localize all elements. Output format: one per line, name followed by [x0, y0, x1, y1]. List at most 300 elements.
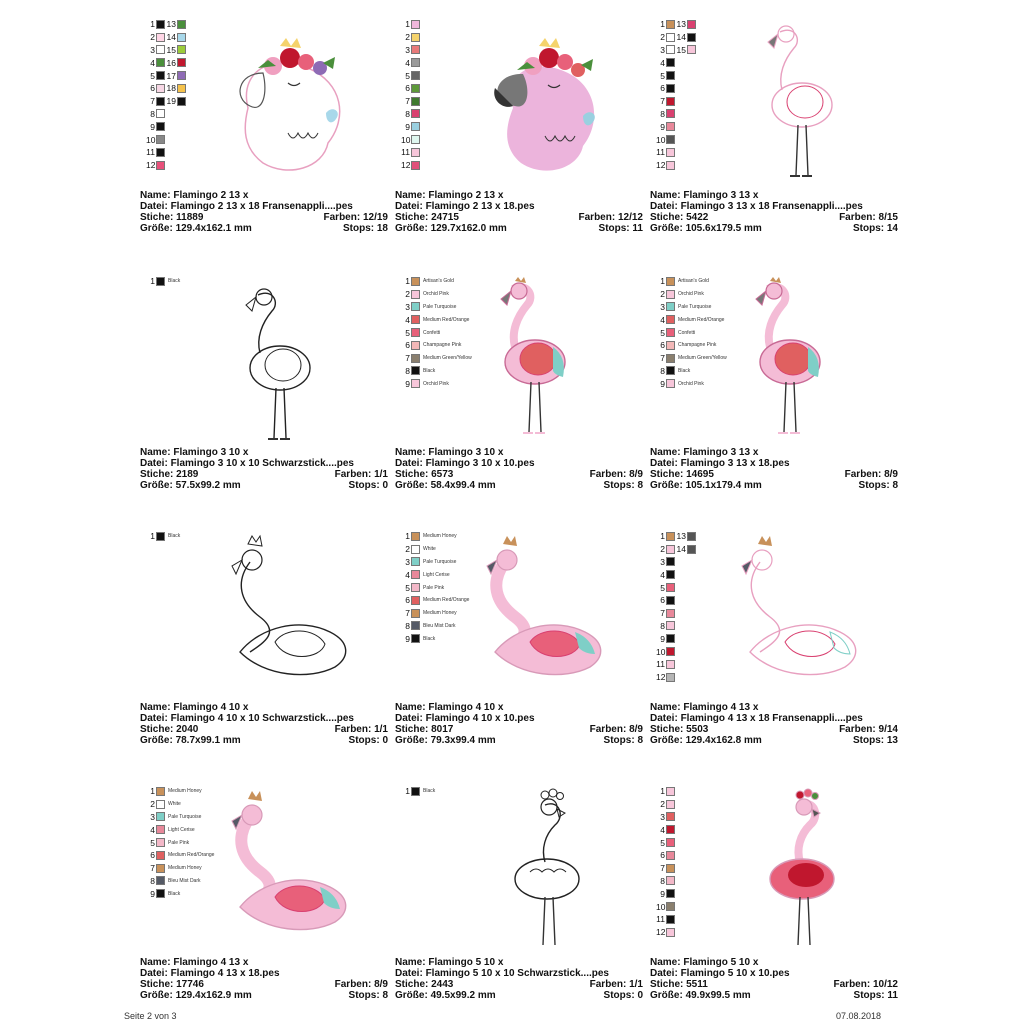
color-swatch	[411, 634, 420, 643]
colors-label: Farben:	[833, 979, 871, 990]
design-info	[140, 190, 388, 234]
color-swatch-row	[656, 862, 675, 875]
size-line	[650, 223, 898, 234]
design-name: Flamingo 5 10 x	[428, 957, 504, 968]
color-swatch	[411, 58, 420, 67]
name-label: Name:	[395, 702, 426, 713]
colors-label: Farben:	[334, 469, 372, 480]
swatch-number: 3	[660, 301, 665, 312]
color-swatch-row	[401, 31, 420, 44]
stops-label: Stops:	[348, 480, 380, 491]
color-swatch	[666, 557, 675, 566]
swatch-number: 6	[405, 340, 410, 351]
colors-label: Farben:	[589, 979, 627, 990]
file-line	[650, 201, 898, 212]
stop-count: 11	[632, 223, 643, 234]
color-swatch	[411, 20, 420, 29]
color-swatch-row	[656, 568, 696, 581]
design-info	[395, 190, 643, 234]
color-swatch	[666, 596, 675, 605]
color-swatch-row	[656, 887, 675, 900]
color-swatch-row	[656, 95, 696, 108]
name-label: Name:	[650, 190, 681, 201]
stitch-count: 8017	[431, 724, 454, 735]
swatch-number: 8	[660, 108, 665, 119]
file-name: Flamingo 2 13 x 18.pes	[425, 201, 535, 212]
stitches-label: Stiche:	[395, 212, 429, 223]
file-name: Flamingo 3 13 x 18.pes	[680, 458, 790, 469]
swatch-label: Orchid Pink	[678, 380, 704, 387]
file-label: Datei:	[650, 968, 678, 979]
swatch-number: 5	[660, 70, 665, 81]
swatch-number: 3	[660, 556, 665, 567]
color-swatch	[666, 33, 675, 42]
swatch-number: 3	[405, 301, 410, 312]
swatch-number: 1	[660, 786, 665, 797]
color-swatch	[156, 825, 165, 834]
swatch-label: Orchid Pink	[423, 380, 449, 387]
design-size: 129.7x162.0 mm	[430, 223, 507, 234]
swatch-number: 1	[150, 531, 155, 542]
color-swatch-row	[146, 146, 186, 159]
swatch-number: 1	[150, 786, 155, 797]
color-swatch	[177, 45, 186, 54]
file-name: Flamingo 5 10 x 10 Schwarzstick....pes	[425, 968, 609, 979]
colors-label: Farben:	[589, 469, 627, 480]
color-swatch-row	[401, 133, 420, 146]
swatch-number: 3	[150, 44, 155, 55]
color-swatch-row	[656, 836, 675, 849]
color-swatch-row	[401, 326, 472, 339]
stops-label: Stops:	[603, 735, 635, 746]
color-swatch	[411, 354, 420, 363]
design-card	[140, 275, 392, 527]
design-card	[140, 530, 392, 782]
swatch-number: 4	[150, 57, 155, 68]
stitch-count: 2040	[176, 724, 199, 735]
stops-label: Stops:	[852, 735, 885, 746]
stitches-line	[140, 212, 388, 223]
swatch-label: Black	[423, 788, 436, 795]
design-info	[140, 702, 388, 746]
stitches-label: Stiche:	[140, 469, 174, 480]
swatch-number: 1	[405, 19, 410, 30]
color-swatch	[156, 84, 165, 93]
swatch-number: 4	[660, 824, 665, 835]
file-label: Datei:	[650, 458, 678, 469]
swatch-number: 12	[656, 927, 666, 938]
color-swatch	[411, 122, 420, 131]
design-info	[395, 447, 643, 491]
swatch-label: Light Cerise	[168, 826, 195, 833]
swatch-label: Medium Red/Orange	[423, 597, 470, 604]
color-swatch	[411, 787, 420, 796]
swatch-label: Medium Honey	[168, 788, 202, 795]
file-line	[395, 458, 643, 469]
size-label: Größe:	[650, 735, 683, 746]
color-swatch	[156, 122, 165, 131]
swatch-number: 12	[656, 160, 666, 171]
swatch-number: 17	[166, 70, 176, 81]
color-swatch-row	[401, 556, 469, 569]
swatch-number: 14	[676, 544, 686, 555]
flamingo-illustration	[483, 277, 573, 447]
color-swatch-row	[656, 875, 675, 888]
color-swatch-row	[401, 146, 420, 159]
colors-label: Farben:	[839, 724, 876, 735]
swatch-number: 4	[405, 569, 410, 580]
color-swatch	[156, 812, 165, 821]
color-swatch	[156, 20, 165, 29]
stop-count: 0	[382, 480, 388, 491]
swatch-number: 7	[405, 96, 410, 107]
color-swatch	[666, 315, 675, 324]
color-swatch	[411, 570, 420, 579]
swatch-label: Black	[168, 278, 181, 285]
swatch-label: Pale Pink	[168, 839, 190, 846]
color-swatch	[687, 45, 696, 54]
swatch-number: 2	[660, 32, 665, 43]
swatch-number: 5	[660, 327, 665, 338]
color-swatch-row	[401, 785, 435, 798]
swatch-number: 2	[405, 289, 410, 300]
file-line	[650, 713, 898, 724]
design-size: 129.4x162.9 mm	[175, 990, 252, 1001]
print-date: 07.08.2018	[836, 1011, 882, 1021]
swatch-label: Bleu Mist Dark	[168, 877, 201, 884]
name-label: Name:	[395, 957, 426, 968]
color-swatch-row	[656, 365, 727, 378]
color-swatch	[666, 928, 675, 937]
swatch-number: 11	[656, 147, 665, 158]
swatch-number: 3	[150, 811, 155, 822]
size-line	[650, 480, 898, 491]
swatch-number: 2	[405, 544, 410, 555]
stitch-count: 11889	[176, 212, 204, 223]
swatch-number: 12	[146, 160, 156, 171]
color-swatch-row	[146, 811, 214, 824]
swatch-number: 4	[405, 314, 410, 325]
swatch-number: 1	[150, 276, 155, 287]
stitch-count: 17746	[176, 979, 204, 990]
color-swatch	[411, 315, 420, 324]
swatch-number: 13	[676, 19, 686, 30]
color-swatch	[156, 864, 165, 873]
file-line	[650, 968, 898, 979]
color-swatch-row	[401, 594, 469, 607]
color-swatch-row	[401, 108, 420, 121]
color-count: 1/1	[629, 979, 643, 990]
swatch-label: Light Cerise	[423, 571, 450, 578]
color-swatch	[666, 787, 675, 796]
design-info	[650, 957, 898, 1001]
swatch-number: 4	[405, 57, 410, 68]
color-swatch	[177, 33, 186, 42]
color-swatch-row	[401, 301, 472, 314]
name-label: Name:	[395, 447, 426, 458]
swatch-number: 4	[660, 57, 665, 68]
file-label: Datei:	[140, 713, 168, 724]
color-swatch	[156, 161, 165, 170]
color-swatch-row	[146, 31, 186, 44]
stops-label: Stops:	[852, 223, 885, 234]
stitch-count: 2189	[176, 469, 199, 480]
color-swatch	[666, 109, 675, 118]
color-count: 12/12	[617, 212, 643, 223]
swatch-number: 14	[676, 32, 686, 43]
colors-label: Farben:	[839, 212, 876, 223]
color-swatch-row	[401, 288, 472, 301]
name-label: Name:	[140, 190, 171, 201]
design-size: 79.3x99.4 mm	[430, 735, 496, 746]
swatch-label: Pale Pink	[423, 584, 445, 591]
color-swatch	[666, 354, 675, 363]
swatch-number: 13	[676, 531, 686, 542]
color-swatch	[411, 161, 420, 170]
color-count: 8/15	[878, 212, 898, 223]
stops-label: Stops:	[858, 480, 890, 491]
color-swatch-row	[146, 275, 180, 288]
swatch-number: 4	[150, 824, 155, 835]
swatch-number: 5	[150, 837, 155, 848]
design-info	[395, 957, 643, 1001]
colors-label: Farben:	[844, 469, 882, 480]
stop-count: 8	[382, 990, 388, 1001]
stitches-line	[395, 979, 643, 990]
color-swatch-row	[656, 82, 696, 95]
swatch-number: 5	[405, 582, 410, 593]
color-swatch-row	[401, 313, 472, 326]
size-label: Größe:	[140, 223, 173, 234]
stitches-label: Stiche:	[395, 724, 429, 735]
file-label: Datei:	[395, 201, 423, 212]
stitches-line	[395, 212, 643, 223]
name-label: Name:	[140, 702, 171, 713]
stitches-label: Stiche:	[140, 212, 174, 223]
swatch-number: 15	[166, 44, 176, 55]
swatch-number: 13	[166, 19, 176, 30]
file-name: Flamingo 3 10 x 10 Schwarzstick....pes	[170, 458, 354, 469]
swatch-number: 1	[405, 531, 410, 542]
color-swatch-row	[656, 288, 727, 301]
swatch-number: 11	[656, 659, 665, 670]
file-name: Flamingo 4 10 x 10.pes	[425, 713, 535, 724]
color-swatch-row	[401, 607, 469, 620]
color-swatch	[156, 109, 165, 118]
name-label: Name:	[395, 190, 426, 201]
stitch-count: 5422	[686, 212, 709, 223]
color-swatch-row	[401, 95, 420, 108]
color-count: 1/1	[374, 724, 388, 735]
swatch-label: Medium Red/Orange	[678, 316, 725, 323]
design-card	[395, 18, 647, 270]
swatch-label: Black	[423, 635, 436, 642]
swatch-number: 10	[401, 134, 411, 145]
file-line	[395, 201, 643, 212]
color-swatch	[156, 45, 165, 54]
flamingo-illustration	[220, 787, 360, 952]
name-line	[140, 190, 388, 201]
swatch-number: 8	[660, 365, 665, 376]
color-swatch	[666, 902, 675, 911]
color-swatch-row	[146, 108, 186, 121]
size-label: Größe:	[395, 735, 428, 746]
flamingo-illustration	[738, 277, 828, 447]
stop-count: 8	[637, 480, 643, 491]
color-swatch	[666, 379, 675, 388]
color-swatch	[411, 341, 420, 350]
stop-count: 11	[887, 990, 898, 1001]
name-label: Name:	[140, 447, 171, 458]
color-palette	[401, 275, 472, 390]
file-name: Flamingo 4 10 x 10 Schwarzstick....pes	[170, 713, 354, 724]
color-swatch	[666, 148, 675, 157]
color-swatch-row	[656, 146, 696, 159]
size-line	[140, 480, 388, 491]
color-swatch	[411, 366, 420, 375]
color-swatch	[411, 328, 420, 337]
color-swatch-row	[656, 18, 696, 31]
color-swatch	[666, 876, 675, 885]
color-swatch	[666, 161, 675, 170]
color-swatch-row	[656, 530, 696, 543]
swatch-number: 2	[405, 32, 410, 43]
swatch-label: Pale Turquoise	[168, 813, 202, 820]
color-swatch	[666, 341, 675, 350]
design-info	[395, 702, 643, 746]
stop-count: 13	[886, 735, 898, 746]
swatch-label: Pale Turquoise	[423, 303, 457, 310]
color-swatch	[666, 634, 675, 643]
color-swatch	[666, 673, 675, 682]
color-swatch	[666, 660, 675, 669]
color-swatch	[666, 84, 675, 93]
color-swatch	[687, 532, 696, 541]
color-swatch-row	[146, 887, 214, 900]
swatch-number: 9	[660, 888, 665, 899]
stops-label: Stops:	[603, 990, 635, 1001]
color-swatch-row	[146, 823, 214, 836]
swatch-number: 12	[656, 672, 666, 683]
stitches-label: Stiche:	[395, 979, 429, 990]
swatch-number: 9	[405, 378, 410, 389]
design-size: 105.1x179.4 mm	[685, 480, 762, 491]
color-swatch-row	[656, 913, 675, 926]
color-swatch	[666, 825, 675, 834]
color-swatch-row	[656, 159, 696, 172]
swatch-number: 2	[150, 799, 155, 810]
color-swatch-row	[146, 849, 214, 862]
design-info	[650, 447, 898, 491]
design-name: Flamingo 3 13 x	[683, 190, 759, 201]
file-name: Flamingo 4 13 x 18.pes	[170, 968, 280, 979]
color-swatch	[411, 97, 420, 106]
color-swatch	[411, 532, 420, 541]
swatch-label: Black	[678, 367, 691, 374]
design-info	[140, 957, 388, 1001]
color-swatch-row	[656, 352, 727, 365]
color-swatch	[666, 889, 675, 898]
name-line	[395, 190, 643, 201]
color-swatch-row	[146, 133, 186, 146]
flamingo-illustration	[475, 532, 615, 697]
design-name: Flamingo 3 10 x	[428, 447, 504, 458]
color-swatch	[666, 58, 675, 67]
name-label: Name:	[650, 957, 681, 968]
color-swatch-row	[146, 18, 186, 31]
swatch-label: Medium Honey	[423, 533, 457, 540]
color-swatch-row	[656, 798, 675, 811]
file-label: Datei:	[395, 968, 423, 979]
swatch-number: 9	[405, 633, 410, 644]
design-size: 49.9x99.5 mm	[685, 990, 751, 1001]
stops-label: Stops:	[348, 735, 380, 746]
color-swatch	[666, 621, 675, 630]
swatch-number: 2	[660, 544, 665, 555]
file-label: Datei:	[140, 458, 168, 469]
color-swatch-row	[656, 900, 675, 913]
color-swatch-row	[656, 926, 675, 939]
color-swatch-row	[401, 581, 469, 594]
swatch-number: 7	[660, 863, 665, 874]
swatch-number: 6	[660, 850, 665, 861]
color-swatch	[666, 122, 675, 131]
swatch-number: 14	[166, 32, 176, 43]
color-swatch	[411, 109, 420, 118]
design-name: Flamingo 4 10 x	[173, 702, 249, 713]
swatch-number: 8	[150, 875, 155, 886]
swatch-number: 2	[150, 32, 155, 43]
design-card	[140, 18, 392, 270]
color-swatch	[666, 20, 675, 29]
stitch-count: 14695	[686, 469, 714, 480]
file-name: Flamingo 2 13 x 18 Fransenappli....pes	[170, 201, 353, 212]
color-swatch-row	[401, 543, 469, 556]
color-swatch	[687, 545, 696, 554]
color-palette	[401, 785, 435, 798]
name-line	[650, 447, 898, 458]
color-swatch	[411, 45, 420, 54]
design-card	[650, 18, 902, 270]
color-swatch-row	[656, 645, 696, 658]
color-swatch-row	[656, 326, 727, 339]
design-info	[650, 190, 898, 234]
size-label: Größe:	[650, 480, 683, 491]
stitches-line	[650, 469, 898, 480]
file-line	[395, 713, 643, 724]
color-swatch-row	[401, 44, 420, 57]
color-swatch-row	[401, 56, 420, 69]
color-swatch-row	[401, 530, 469, 543]
file-label: Datei:	[650, 201, 678, 212]
color-swatch-row	[146, 785, 214, 798]
color-swatch	[411, 557, 420, 566]
color-swatch	[156, 800, 165, 809]
color-count: 8/9	[629, 724, 643, 735]
color-swatch	[666, 647, 675, 656]
flamingo-illustration	[220, 532, 360, 697]
swatch-label: Medium Honey	[423, 610, 457, 617]
name-line	[140, 957, 388, 968]
color-swatch-row	[656, 120, 696, 133]
swatch-number: 4	[660, 314, 665, 325]
size-label: Größe:	[140, 735, 173, 746]
stitch-count: 5511	[686, 979, 708, 990]
name-label: Name:	[650, 447, 681, 458]
file-line	[140, 201, 388, 212]
design-name: Flamingo 2 13 x	[173, 190, 249, 201]
file-name: Flamingo 3 13 x 18 Fransenappli....pes	[680, 201, 863, 212]
